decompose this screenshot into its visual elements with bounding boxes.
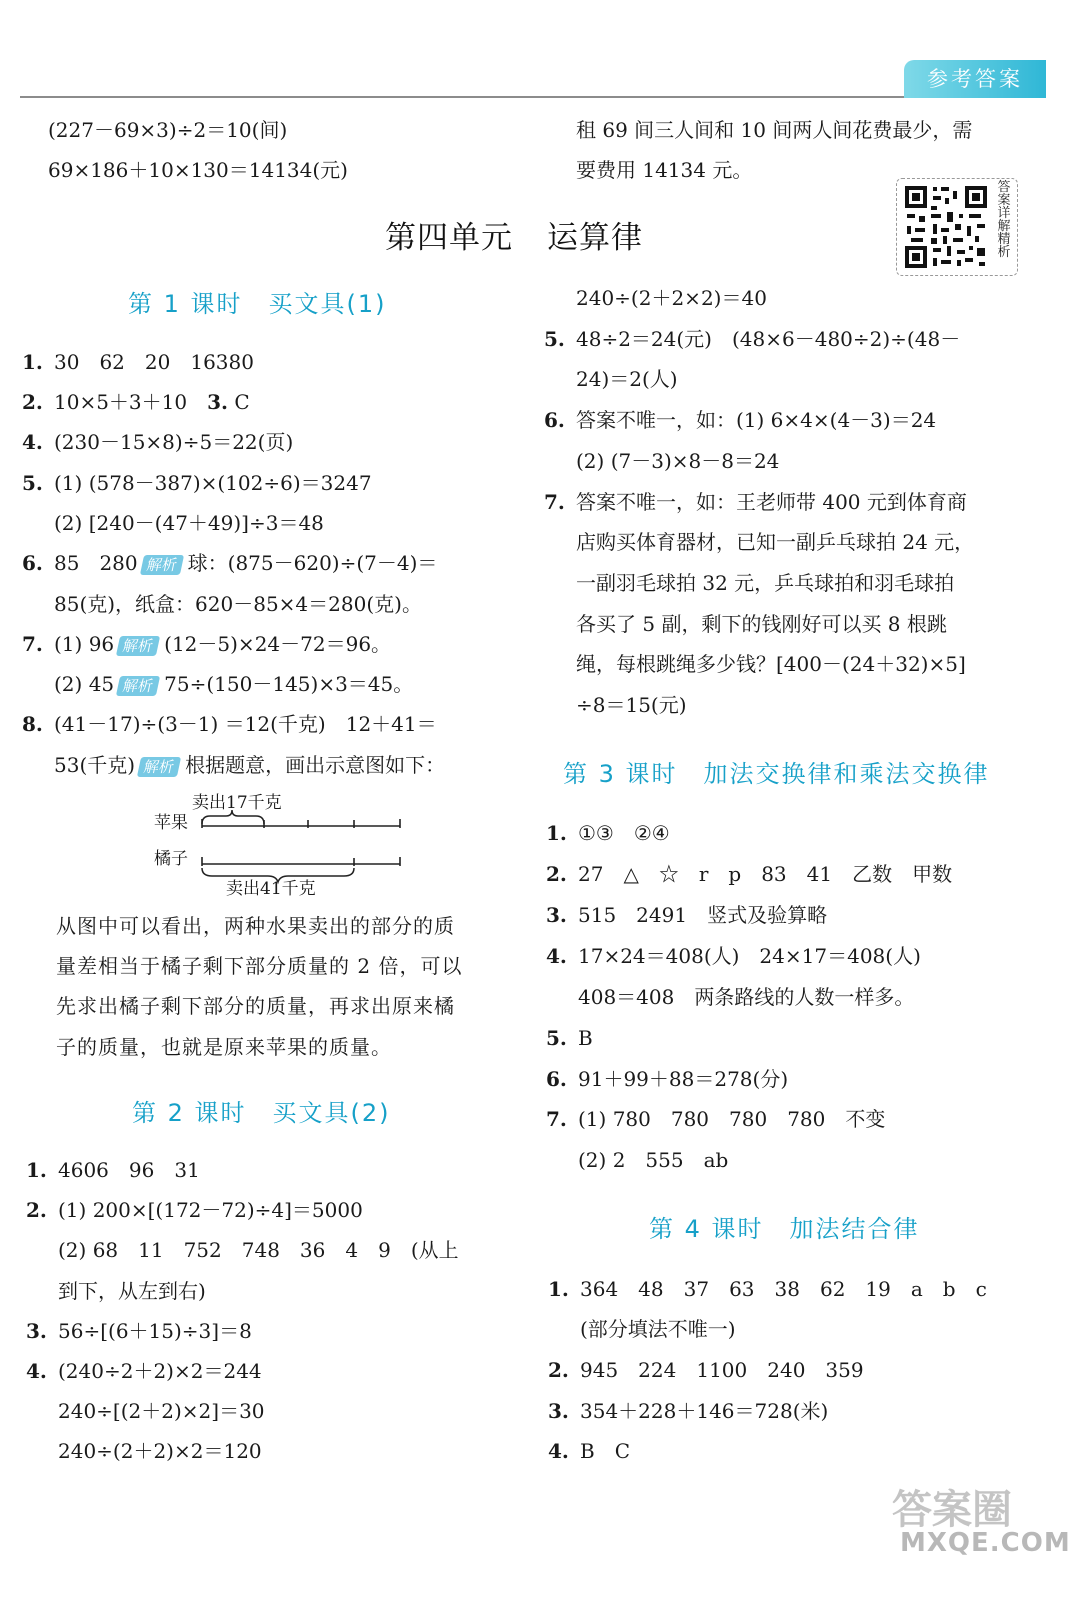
- l2-item-4-2: 240÷[(2＋2)×2]＝30: [58, 1399, 265, 1423]
- l2-item-4: 4. (240÷2＋2)×2＝244: [26, 1359, 262, 1383]
- analysis-tag: 解析: [137, 757, 181, 777]
- l1-item-7-2: (2) 45 解析 75÷(150－145)×3＝45。: [54, 672, 414, 696]
- l3-item-4-2: 408＝408 两条路线的人数一样多。: [578, 985, 915, 1009]
- lesson-2-name: 买文具(2): [272, 1099, 391, 1127]
- analysis-tag: 解析: [116, 676, 160, 696]
- l2-item-3: 3. 56÷[(6＋15)÷3]＝8: [26, 1319, 252, 1343]
- l1-item-8-2: 53(千克) 解析 根据题意，画出示意图如下：: [54, 753, 446, 777]
- lesson-4-name: 加法结合律: [789, 1215, 920, 1243]
- l3-item-5: 5. B: [546, 1026, 593, 1050]
- r-item-5-2: 24)＝2(人): [576, 367, 678, 391]
- watermark-url: MXQE.COM: [900, 1528, 1071, 1558]
- top-left-line-1: (227－69×3)÷2＝10(间): [48, 118, 288, 142]
- top-right-line-1: 租 69 间三人间和 10 间两人间花费最少，需: [576, 118, 973, 142]
- l2-item-1: 1. 4606 96 31: [26, 1158, 200, 1182]
- unit-title-number: 第四单元: [385, 220, 513, 256]
- l1-item-6: 6. 85 280 解析 球：(875－620)÷(7－4)＝: [22, 551, 438, 575]
- lesson-2-number: 第 2 课时: [132, 1099, 247, 1127]
- lesson-2-title: [132, 1093, 391, 1128]
- r-item-7-6: ÷8＝15(元): [576, 693, 687, 717]
- l1-item-7: 7. (1) 96 解析 (12－5)×24－72＝96。: [22, 632, 392, 656]
- qr-code-box[interactable]: [896, 178, 1018, 276]
- l1-item-2: 2. 10×5＋3＋10 3. C: [22, 390, 250, 414]
- sold-17-label: 卖出17千克: [192, 793, 282, 813]
- l3-item-3: 3. 515 2491 竖式及验算略: [546, 903, 828, 927]
- l4-item-4: 4. B C: [548, 1439, 630, 1463]
- l3-item-7: 7. (1) 780 780 780 780 不变: [546, 1107, 886, 1131]
- sold-41-label: 卖出41千克: [226, 879, 316, 898]
- l3-item-2: 2. 27 △ ☆ r p 83 41 乙数 甲数: [546, 862, 953, 886]
- r-item-6-2: (2) (7－3)×8－8＝24: [576, 449, 780, 473]
- unit-title: [385, 212, 643, 257]
- l3-item-6: 6. 91＋99＋88＝278(分): [546, 1067, 789, 1091]
- l4-item-2: 2. 945 224 1100 240 359: [548, 1358, 864, 1382]
- header-rule: [20, 96, 1046, 98]
- r-item-7-3: 一副羽毛球拍 32 元，乒乓球拍和羽毛球拍: [576, 571, 955, 595]
- top-left-line-2: 69×186＋10×130＝14134(元): [48, 158, 348, 182]
- l3-item-7-2: (2) 2 555 ab: [578, 1148, 729, 1172]
- l1-item-1: 1. 30 62 20 16380: [22, 350, 254, 374]
- r-item-7: 7. 答案不唯一，如：王老师带 400 元到体育商: [544, 490, 967, 514]
- l4-item-1: 1. 364 48 37 63 38 62 19 a b c: [548, 1277, 987, 1301]
- l1-item-4: 4. (230－15×8)÷5＝22(页): [22, 430, 294, 454]
- line-segment-diagram: [150, 788, 410, 902]
- watermark-logo: 答案圈: [892, 1487, 1012, 1533]
- l2-item-2-3: 到下，从左到右): [58, 1279, 206, 1303]
- lesson-3-title: [563, 754, 990, 789]
- lesson-4-title: [649, 1209, 920, 1244]
- l3-item-4: 4. 17×24＝408(人) 24×17＝408(人): [546, 944, 921, 968]
- r-item-7-2: 店购买体育器材，已知一副乒乓球拍 24 元，: [576, 530, 975, 554]
- r-item-4-cont: 240÷(2＋2×2)＝40: [576, 286, 767, 310]
- apple-label: 苹果: [154, 813, 188, 833]
- lesson-3-number: 第 3 课时: [563, 760, 678, 788]
- lesson-1-title: [128, 284, 387, 319]
- l4-item-3: 3. 354＋228＋146＝728(米): [548, 1399, 829, 1423]
- l2-item-4-3: 240÷(2＋2)×2＝120: [58, 1439, 262, 1463]
- unit-title-name: 运算律: [547, 220, 643, 256]
- l2-item-2-2: (2) 68 11 752 748 36 4 9 (从上: [58, 1238, 459, 1262]
- lesson-4-number: 第 4 课时: [649, 1215, 764, 1243]
- top-right-line-2: 要费用 14134 元。: [576, 158, 753, 182]
- lesson-1-name: 买文具(1): [268, 290, 387, 318]
- explain-line-1: 从图中可以看出，两种水果卖出的部分的质: [56, 914, 455, 938]
- analysis-tag: 解析: [139, 555, 183, 575]
- qr-code-icon: [903, 184, 989, 270]
- l1-item-5: 5. (1) (578－387)×(102÷6)＝3247: [22, 471, 372, 495]
- r-item-5: 5. 48÷2＝24(元) (48×6－480÷2)÷(48－: [544, 327, 961, 351]
- l2-item-2: 2. (1) 200×[(172－72)÷4]＝5000: [26, 1198, 363, 1222]
- l4-item-1-2: (部分填法不唯一): [580, 1317, 736, 1341]
- analysis-tag: 解析: [116, 636, 160, 656]
- orange-label: 橘子: [154, 849, 188, 869]
- r-item-7-5: 绳，每根跳绳多少钱？[400－(24＋32)×5]: [576, 652, 966, 676]
- qr-label: 答案详解精析: [997, 180, 1011, 260]
- lesson-3-name: 加法交换律和乘法交换律: [703, 760, 990, 788]
- l1-item-6-2: 85(克)，纸盒：620－85×4＝280(克)。: [54, 592, 422, 616]
- l3-item-1: 1. ①③ ②④: [546, 821, 670, 845]
- answer-tab: 参考答案: [904, 60, 1046, 98]
- explain-line-4: 子的质量，也就是原来苹果的质量。: [56, 1035, 392, 1059]
- r-item-6: 6. 答案不唯一，如：(1) 6×4×(4－3)＝24: [544, 408, 937, 432]
- explain-line-3: 先求出橘子剩下部分的质量，再求出原来橘: [56, 994, 455, 1018]
- r-item-7-4: 各买了 5 副，剩下的钱刚好可以买 8 根跳: [576, 612, 947, 636]
- explain-line-2: 量差相当于橘子剩下部分质量的 2 倍，可以: [56, 954, 463, 978]
- l1-item-8: 8. (41－17)÷(3－1) ＝12(千克) 12＋41＝: [22, 712, 437, 736]
- lesson-1-number: 第 1 课时: [128, 290, 243, 318]
- l1-item-5-2: (2) [240－(47＋49)]÷3＝48: [54, 511, 324, 535]
